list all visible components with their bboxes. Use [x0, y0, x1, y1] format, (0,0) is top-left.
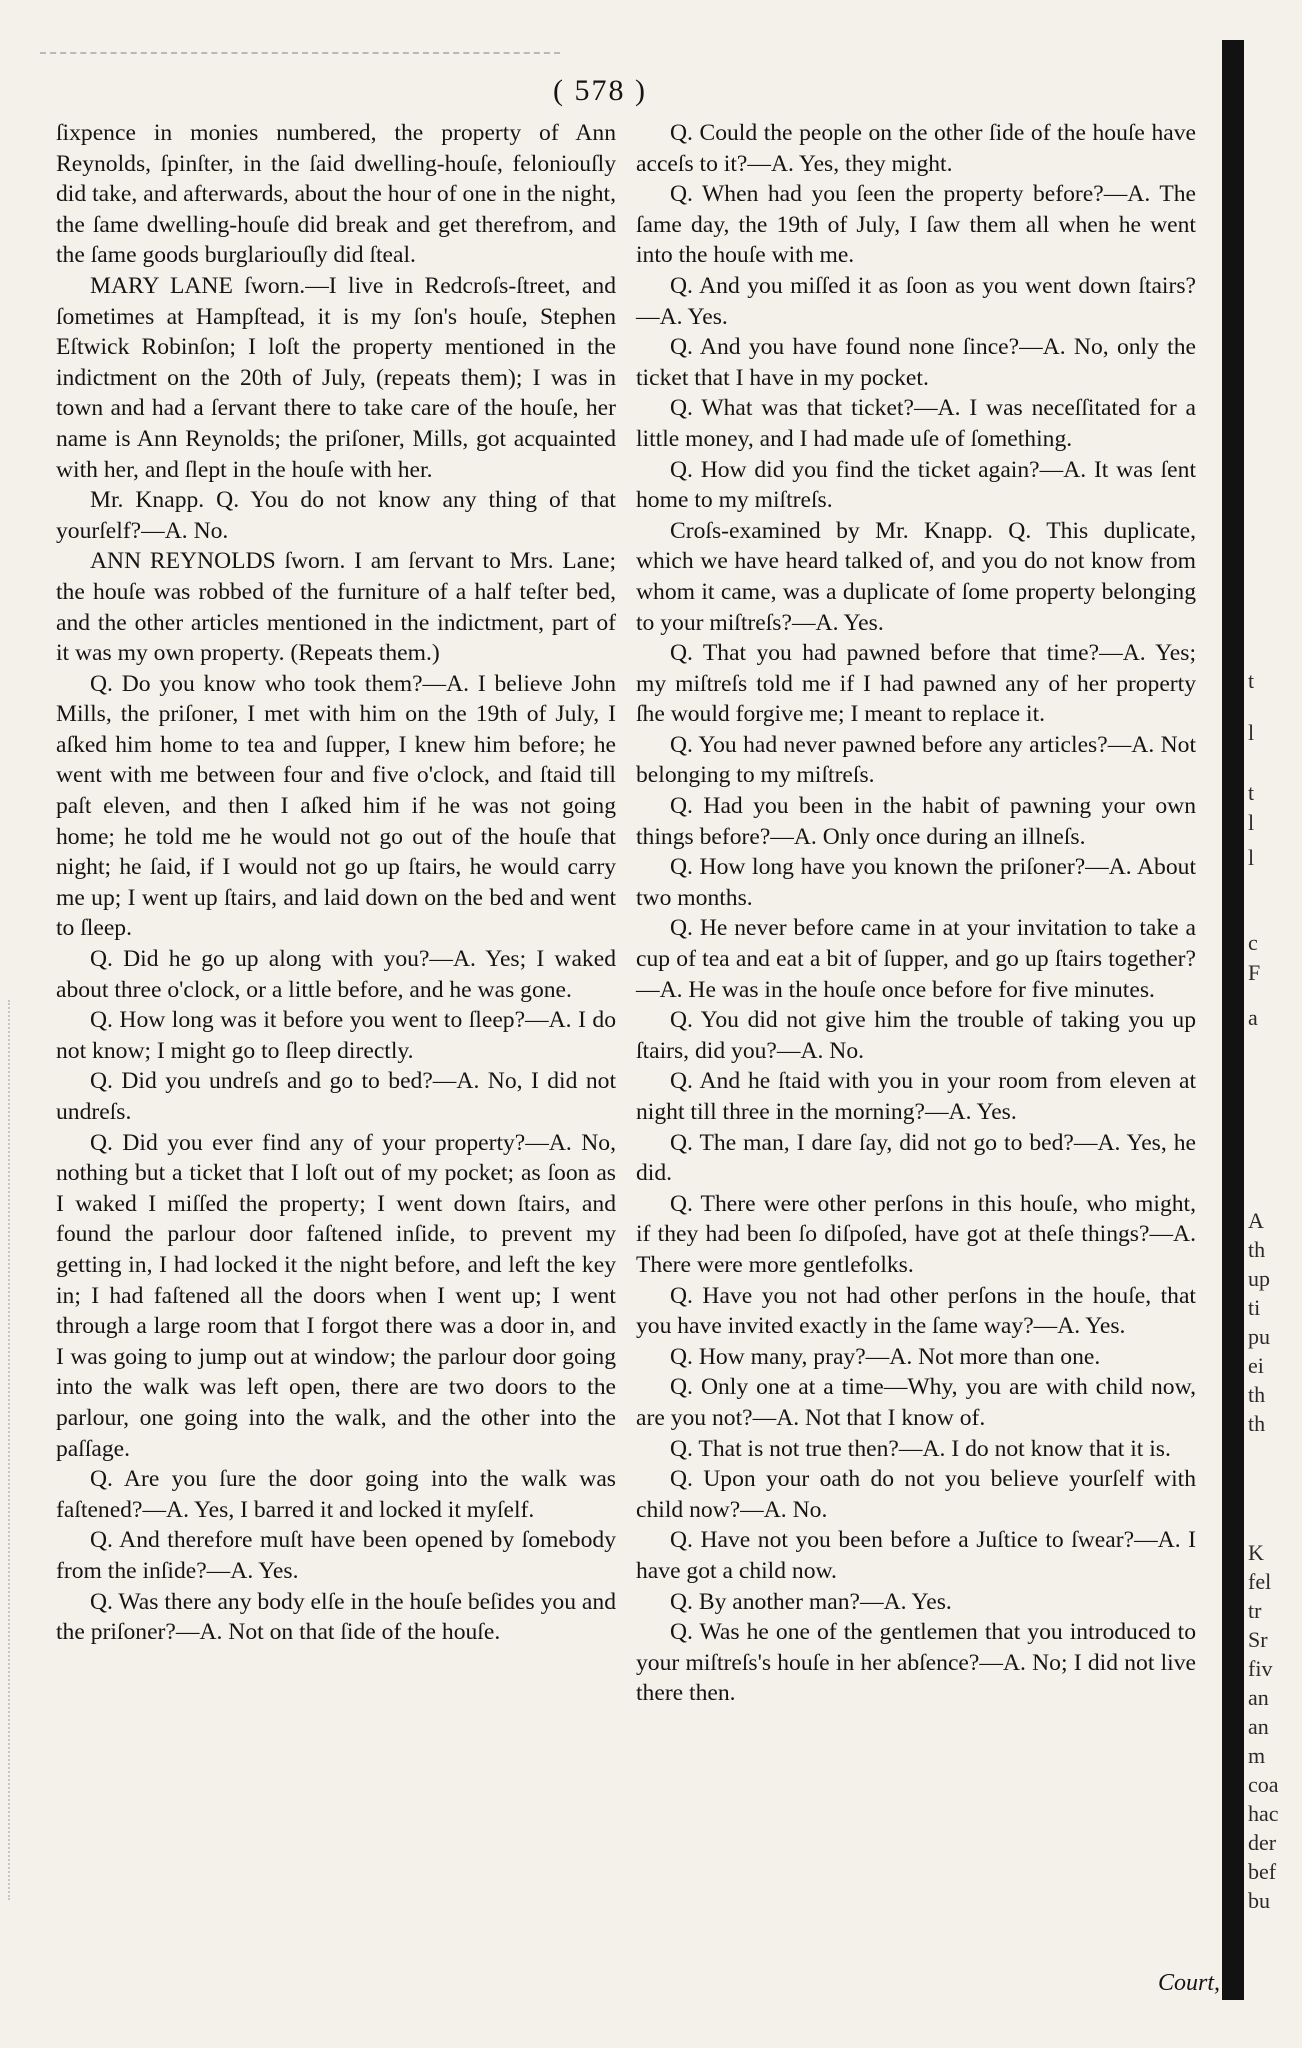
paragraph: ſixpence in monies numbered, the property of Ann Reynolds, ſpinſter, in the ſaid dwelling-houſe, feloniouſly did take, and afterwards, about the hour of one in the night, the ſame dwelling-houſe did break and get therefrom, and the ſame goods burglariouſly did ſteal. — [56, 120, 616, 269]
paragraph: Q. How did you find the ticket again?—A. It was ſent home to my miſtreſs. — [636, 456, 1196, 514]
right-column — [636, 118, 1196, 1709]
paragraph: Q. Did you ever find any of your property?—A. No, nothing but a ticket that I loſt out of my pocket; as ſoon as I waked I miſſed the property; I went down ſtairs, and found the parlour door faſtened inſide, to prevent my getting in, I had locked it the night before, and left the key in; I had faſtened all the doors when I went up; I went through a large room that I forgot there was a door in, and I was going to jump out at window; the parlour door going into the walk was left open, there are two doors to the parlour, one going into the walk, and the other into the paſſage. — [56, 1129, 616, 1462]
paragraph: Q. How long was it before you went to ſleep?—A. I do not know; I might go to ſleep directly. — [56, 1007, 616, 1064]
paragraph: Q. Was he one of the gentlemen that you introduced to your miſtreſs's houſe in her abſence?—A. No; I did not live there then. — [636, 1619, 1196, 1707]
paragraph: Q. You had never pawned before any articles?—A. Not belonging to my miſtreſs. — [636, 731, 1196, 789]
adjacent-page-fragment: up — [1248, 1266, 1270, 1291]
paragraph: ANN REYNOLDS ſworn. I am ſervant to Mrs. Lane; the houſe was robbed of the furniture of a half teſter bed, and the other articles mentioned in the indictment, part of it was my own property. (Repeats them.) — [56, 548, 616, 667]
paragraph: Q. When had you ſeen the property before?—A. The ſame day, the 19th of July, I ſaw them all when he went into the houſe with me. — [636, 181, 1196, 269]
paragraph: Q. Have not you been before a Juſtice to ſwear?—A. I have got a child now. — [636, 1527, 1196, 1584]
paragraph: Q. Had you been in the habit of pawning your own things before?—A. Only once during an illneſs. — [636, 793, 1196, 850]
paragraph: Q. You did not give him the trouble of taking you up ſtairs, did you?—A. No. — [636, 1007, 1196, 1064]
adjacent-page-fragment: fiv — [1248, 1656, 1273, 1681]
adjacent-page-fragment: t — [1248, 780, 1255, 805]
paragraph: Q. By another man?—A. Yes. — [670, 1588, 952, 1615]
page-number: ( 578 ) — [553, 74, 647, 107]
paragraph: Q. That you had pawned before that time?—A. Yes; my miſtreſs told me if I had pawned any of her property ſhe would forgive me; I meant to replace it. — [636, 640, 1196, 728]
adjacent-page-fragment: l — [1248, 845, 1255, 870]
adjacent-page-fragment: t — [1248, 668, 1255, 693]
adjacent-page-fragment: bu — [1248, 1888, 1270, 1913]
paragraph: Q. Have you not had other perſons in the houſe, that you have invited exactly in the ſame way?—A. Yes. — [636, 1282, 1196, 1340]
adjacent-page-fragment: an — [1248, 1714, 1269, 1739]
adjacent-page-fragment: m — [1248, 1743, 1266, 1768]
left-column — [56, 118, 616, 1648]
paragraph: Mr. Knapp. Q. You do not know any thing of that yourſelf?—A. No. — [56, 487, 616, 544]
adjacent-page-fragment: ti — [1248, 1295, 1261, 1320]
paragraph: Q. Was there any body elſe in the houſe beſides you and the priſoner?—A. Not on that ſide of the houſe. — [56, 1588, 616, 1646]
adjacent-page-fragment: c — [1248, 930, 1258, 955]
paragraph: Q. And you miſſed it as ſoon as you went down ſtairs?—A. Yes. — [636, 272, 1196, 330]
adjacent-page-fragment: l — [1248, 720, 1255, 745]
paragraph: Q. And therefore muſt have been opened by ſomebody from the inſide?—A. Yes. — [56, 1527, 616, 1584]
paragraph: Q. And he ſtaid with you in your room from eleven at night till three in the morning?—A. Yes. — [636, 1068, 1196, 1125]
adjacent-page-fragment: bef — [1248, 1859, 1277, 1884]
adjacent-page-fragment: pu — [1248, 1324, 1270, 1349]
adjacent-page-fragment: tr — [1248, 1598, 1262, 1623]
paragraph: Q. Did you undreſs and go to bed?—A. No, I did not undreſs. — [56, 1068, 616, 1125]
adjacent-page-fragment: der — [1248, 1830, 1277, 1855]
paragraph: Q. Did he go up along with you?—A. Yes; I waked about three o'clock, or a little before, and he was gone. — [56, 946, 616, 1003]
paragraph: Q. Could the people on the other ſide of the houſe have acceſs to it?—A. Yes, they might. — [636, 120, 1196, 177]
adjacent-page-fragment: fel — [1248, 1569, 1272, 1594]
paragraph: Q. The man, I dare ſay, did not go to bed?—A. Yes, he did. — [636, 1129, 1196, 1187]
paragraph: Q. And you have found none ſince?—A. No, only the ticket that I have in my pocket. — [636, 334, 1196, 391]
adjacent-page-fragment: an — [1248, 1685, 1269, 1710]
adjacent-page-fragment: Sr — [1248, 1627, 1268, 1652]
adjacent-page-fragment: ei — [1248, 1353, 1264, 1378]
adjacent-page-fragment: l — [1248, 810, 1255, 835]
paragraph: Croſs-examined by Mr. Knapp. Q. This duplicate, which we have heard talked of, and you do not know from whom it came, was a duplicate of ſome property belonging to your miſtreſs?—A. Yes. — [636, 517, 1196, 636]
adjacent-page-fragment: coa — [1248, 1772, 1279, 1797]
paragraph: Q. How long have you known the priſoner?—A. About two months. — [636, 854, 1196, 911]
adjacent-page-fragment: th — [1248, 1382, 1266, 1407]
adjacent-page-fragment: th — [1248, 1237, 1266, 1262]
adjacent-page-fragment: a — [1248, 1005, 1258, 1030]
paragraph: Q. Upon your oath do not you believe yourſelf with child now?—A. No. — [636, 1466, 1196, 1523]
adjacent-page-fragment: hac — [1248, 1801, 1279, 1826]
adjacent-page-fragment: A — [1248, 1208, 1264, 1233]
paragraph: MARY LANE ſworn.—I live in Redcroſs-ſtreet, and ſometimes at Hampſtead, it is my ſon's houſe, Stephen Eſtwick Robinſon; I loſt the property mentioned in the indictment on the 20th of July, (repeats them); I was in town and had a ſervant there to take care of the houſe, her name is Ann Reynolds; the priſoner, Mills, got acquainted with her, and ſlept in the houſe with her. — [56, 272, 616, 483]
adjacent-page-fragment: th — [1248, 1411, 1266, 1436]
paragraph: Q. There were other perſons in this houſe, who might, if they had been ſo diſpoſed, have got at theſe things?—A. There were more gentlefolks. — [636, 1190, 1196, 1278]
paragraph: Q. Only one at a time—Why, you are with child now, are you not?—A. Not that I know of. — [636, 1374, 1196, 1431]
paragraph: Q. That is not true then?—A. I do not know that it is. — [670, 1435, 1171, 1462]
catchword: Court, — [1157, 1970, 1220, 1996]
gutter-marks — [8, 1000, 40, 1900]
adjacent-page-fragment: K — [1248, 1540, 1264, 1565]
top-rule — [40, 52, 560, 54]
paragraph: Q. How many, pray?—A. Not more than one. — [670, 1343, 1101, 1370]
page-edge-bar — [1222, 40, 1244, 2000]
paragraph: Q. He never before came in at your invitation to take a cup of tea and eat a bit of ſupper, and go up ſtairs together?—A. He was in the houſe once before for five minutes. — [636, 915, 1196, 1003]
adjacent-page-fragment: F — [1248, 960, 1261, 985]
paragraph: Q. Do you know who took them?—A. I believe John Mills, the priſoner, I met with him on the 19th of July, I aſked him home to tea and ſupper, I knew him before; he went with me between four and five o'clock, and ſtaid till paſt eleven, and then I aſked him if he was not going home; he told me he would not go out of the houſe that night; he ſaid, if I would not go up ſtairs, he would carry me up; I went up ſtairs, and laid down on the bed and went to ſleep. — [56, 670, 616, 942]
paragraph: Q. What was that ticket?—A. I was neceſſitated for a little money, and I had made uſe of ſomething. — [636, 395, 1196, 452]
paragraph: Q. Are you ſure the door going into the walk was faſtened?—A. Yes, I barred it and locked it myſelf. — [56, 1466, 616, 1523]
